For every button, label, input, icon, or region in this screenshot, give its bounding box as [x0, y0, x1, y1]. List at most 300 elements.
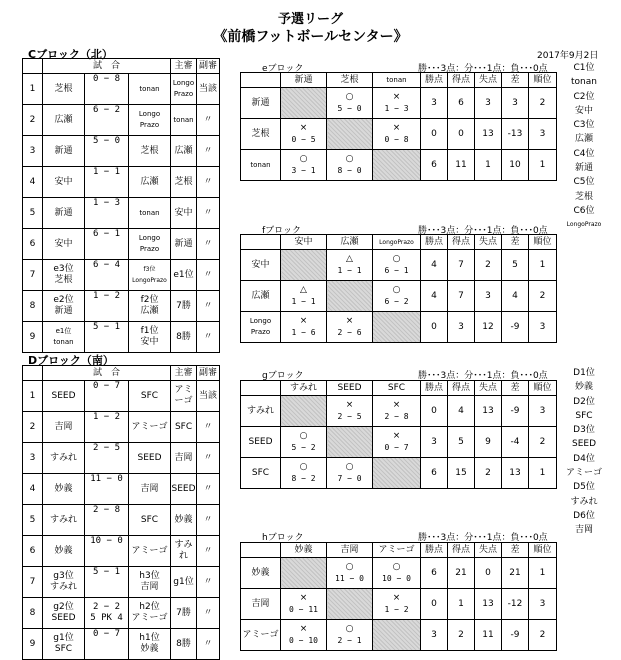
match-score: 0 − 8 — [85, 74, 129, 105]
block-corner — [241, 73, 281, 88]
home-team: すみれ — [43, 505, 85, 536]
team-name: 吉岡 — [241, 589, 281, 620]
assistant-referee: 〃 — [197, 505, 220, 536]
self-match-cell — [327, 119, 373, 150]
page-title-line2: 《前橋フットボールセンター》 — [213, 29, 408, 45]
result-cell — [373, 88, 421, 119]
team-column-header: SFC — [373, 381, 421, 396]
away-team: h2位 アミーゴ — [129, 598, 171, 629]
stat-value: 4 — [421, 250, 448, 281]
away-team: f2位 広瀬 — [129, 291, 171, 322]
block-corner — [241, 381, 281, 396]
block-h-points-note: 勝･･･3点：分･･･1点：負･･･0点 — [418, 533, 548, 543]
self-match-cell — [373, 620, 421, 651]
team-name: 安中 — [241, 250, 281, 281]
stat-value: -13 — [502, 119, 529, 150]
block-e-table — [240, 72, 557, 181]
section-c-title: Cブロック（北） — [28, 48, 113, 61]
rank-label: D4位 — [573, 453, 595, 464]
stat-value: 11 — [448, 150, 475, 181]
team-column-header: LongoPrazo — [373, 235, 421, 250]
match-score: 11 − 0 — [85, 474, 129, 505]
self-match-cell — [327, 589, 373, 620]
d-final-ranks — [560, 366, 608, 538]
assistant-referee: 〃 — [197, 136, 220, 167]
home-team: g2位 SEED — [43, 598, 85, 629]
date-label: 2017年9月2日 — [537, 51, 599, 61]
rank-team: 広瀬 — [574, 134, 593, 145]
team-name: アミーゴ — [241, 620, 281, 651]
result-mark: ○ — [392, 254, 401, 264]
home-team: 安中 — [43, 167, 85, 198]
stat-header: 得点 — [448, 381, 475, 396]
result-cell — [327, 458, 373, 489]
d-schedule-header-sub: 副審 — [197, 366, 220, 381]
referee: 7勝 — [171, 291, 197, 322]
result-cell — [327, 312, 373, 343]
result-mark: × — [345, 316, 354, 326]
home-team: SEED — [43, 381, 85, 412]
away-team: SFC — [129, 381, 171, 412]
home-team: e3位 芝根 — [43, 260, 85, 291]
stat-value: 13 — [475, 119, 502, 150]
team-column-header: SEED — [327, 381, 373, 396]
home-team: 芝根 — [43, 74, 85, 105]
rank-label: C4位 — [573, 148, 595, 159]
assistant-referee: 〃 — [197, 474, 220, 505]
match-number: 6 — [23, 229, 43, 260]
d-schedule-match-row — [23, 629, 220, 660]
rank-label: D5位 — [573, 482, 595, 493]
stat-value: 0 — [421, 119, 448, 150]
result-score: 2 − 1 — [337, 636, 362, 645]
stat-value: 15 — [448, 458, 475, 489]
match-number: 5 — [23, 198, 43, 229]
stat-value: -9 — [502, 620, 529, 651]
standing-row — [241, 396, 557, 427]
stat-value: 6 — [421, 458, 448, 489]
c-schedule-match-row — [23, 291, 220, 322]
away-team: h1位 妙義 — [129, 629, 171, 660]
stat-value: 3 — [529, 589, 557, 620]
standing-row — [241, 427, 557, 458]
c-schedule-match-row — [23, 136, 220, 167]
team-column-header: 吉岡 — [327, 543, 373, 558]
result-cell — [327, 88, 373, 119]
result-score: 1 − 3 — [384, 104, 409, 113]
result-score: 0 − 5 — [291, 135, 316, 144]
referee: アミーゴ — [171, 381, 197, 412]
stat-value: 2 — [448, 620, 475, 651]
away-team: Longo Prazo — [129, 105, 171, 136]
team-name: tonan — [241, 150, 281, 181]
referee: g1位 — [171, 567, 197, 598]
c-schedule-match-row — [23, 198, 220, 229]
result-mark: ○ — [345, 154, 354, 164]
standing-row — [241, 150, 557, 181]
referee: 8勝 — [171, 629, 197, 660]
d-schedule-match-row — [23, 443, 220, 474]
self-match-cell — [281, 396, 327, 427]
result-score: 0 − 10 — [289, 636, 318, 645]
match-score: 2 − 2 5 PK 4 — [85, 598, 129, 629]
stat-header: 失点 — [475, 543, 502, 558]
away-team: SEED — [129, 443, 171, 474]
d-schedule-match-row — [23, 598, 220, 629]
c-schedule-table — [22, 58, 220, 353]
home-team: すみれ — [43, 443, 85, 474]
stat-value: 2 — [475, 250, 502, 281]
match-score: 5 − 0 — [85, 136, 129, 167]
away-team: f3位 LongoPrazo — [129, 260, 171, 291]
result-mark: × — [392, 123, 401, 133]
away-team: SFC — [129, 505, 171, 536]
away-team: 芝根 — [129, 136, 171, 167]
stat-value: 11 — [475, 620, 502, 651]
rank-team: すみれ — [570, 496, 598, 507]
result-score: 0 − 11 — [289, 605, 318, 614]
c-schedule-match-row — [23, 167, 220, 198]
result-mark: ○ — [345, 462, 354, 472]
team-column-header: 安中 — [281, 235, 327, 250]
match-number: 7 — [23, 260, 43, 291]
stat-value: 2 — [529, 427, 557, 458]
result-mark: ○ — [345, 92, 354, 102]
result-score: 0 − 7 — [384, 443, 409, 452]
team-column-header: 芝根 — [327, 73, 373, 88]
match-number: 2 — [23, 105, 43, 136]
result-mark: ○ — [345, 624, 354, 634]
result-score: 2 − 6 — [337, 328, 362, 337]
stat-value: 6 — [421, 558, 448, 589]
rank-team: SFC — [575, 410, 593, 421]
match-score: 2 − 5 — [85, 443, 129, 474]
rank-label: C2位 — [573, 91, 595, 102]
result-mark: △ — [300, 285, 307, 295]
rank-team: 安中 — [574, 105, 593, 116]
home-team: g1位 SFC — [43, 629, 85, 660]
match-score: 1 − 3 — [85, 198, 129, 229]
c-schedule-match-row — [23, 322, 220, 353]
result-score: 6 − 1 — [384, 266, 409, 275]
home-team: e2位 新通 — [43, 291, 85, 322]
result-cell — [327, 558, 373, 589]
rank-label: D2位 — [573, 396, 595, 407]
stat-value: 10 — [502, 150, 529, 181]
result-cell — [281, 281, 327, 312]
home-team: 新通 — [43, 136, 85, 167]
result-mark: × — [392, 593, 401, 603]
stat-value: 2 — [529, 88, 557, 119]
stat-header: 順位 — [529, 543, 557, 558]
block-h-table — [240, 542, 557, 651]
stat-header: 勝点 — [421, 235, 448, 250]
match-number: 6 — [23, 536, 43, 567]
match-number: 4 — [23, 167, 43, 198]
block-corner — [241, 543, 281, 558]
result-mark: ○ — [299, 154, 308, 164]
stat-value: 1 — [529, 250, 557, 281]
block-f-table — [240, 234, 557, 343]
away-team: アミーゴ — [129, 536, 171, 567]
stat-value: 1 — [475, 150, 502, 181]
result-score: 1 − 1 — [291, 297, 316, 306]
stat-header: 得点 — [448, 543, 475, 558]
team-name: SFC — [241, 458, 281, 489]
c-schedule-match-row — [23, 229, 220, 260]
stat-value: 3 — [475, 281, 502, 312]
result-cell — [373, 589, 421, 620]
team-name: 妙義 — [241, 558, 281, 589]
self-match-cell — [373, 312, 421, 343]
standing-row — [241, 119, 557, 150]
rank-label: C3位 — [573, 120, 595, 131]
match-score: 2 − 8 — [85, 505, 129, 536]
team-column-header: 妙義 — [281, 543, 327, 558]
c-schedule-header-ref: 主審 — [171, 59, 197, 74]
result-mark: ○ — [299, 431, 308, 441]
team-name: 芝根 — [241, 119, 281, 150]
stat-value: 3 — [529, 396, 557, 427]
referee: すみれ — [171, 536, 197, 567]
stat-value: 0 — [448, 119, 475, 150]
match-score: 5 − 1 — [85, 322, 129, 353]
stat-value: 0 — [421, 589, 448, 620]
away-team: tonan — [129, 198, 171, 229]
assistant-referee: 〃 — [197, 260, 220, 291]
stat-header: 得点 — [448, 73, 475, 88]
stat-value: 3 — [502, 88, 529, 119]
team-column-header: tonan — [373, 73, 421, 88]
rank-team: 新通 — [574, 163, 593, 174]
d-schedule-header-ref: 主審 — [171, 366, 197, 381]
result-cell — [327, 250, 373, 281]
assistant-referee: 〃 — [197, 291, 220, 322]
result-cell — [373, 281, 421, 312]
result-mark: × — [392, 431, 401, 441]
referee: 新通 — [171, 229, 197, 260]
standing-row — [241, 281, 557, 312]
stat-header: 差 — [502, 73, 529, 88]
team-name: 広瀬 — [241, 281, 281, 312]
result-cell — [281, 427, 327, 458]
rank-team: 妙義 — [574, 382, 593, 393]
result-score: 1 − 2 — [384, 605, 409, 614]
stat-value: 4 — [421, 281, 448, 312]
assistant-referee: 〃 — [197, 167, 220, 198]
stat-header: 失点 — [475, 73, 502, 88]
c-schedule-match-row — [23, 105, 220, 136]
c-schedule-match-row — [23, 74, 220, 105]
rank-team: tonan — [571, 77, 597, 88]
referee: 妙義 — [171, 505, 197, 536]
stat-value: 12 — [475, 312, 502, 343]
referee: 芝根 — [171, 167, 197, 198]
match-number: 3 — [23, 443, 43, 474]
stat-value: 13 — [475, 589, 502, 620]
referee: SFC — [171, 412, 197, 443]
result-mark: × — [299, 593, 308, 603]
result-cell — [281, 589, 327, 620]
result-mark: △ — [346, 254, 353, 264]
team-name: Longo Prazo — [241, 312, 281, 343]
home-team: 広瀬 — [43, 105, 85, 136]
self-match-cell — [281, 558, 327, 589]
d-schedule-header-match: 試 合 — [43, 366, 171, 381]
match-number: 8 — [23, 291, 43, 322]
stat-value: 7 — [448, 250, 475, 281]
result-cell — [373, 119, 421, 150]
referee: e1位 — [171, 260, 197, 291]
referee: 広瀬 — [171, 136, 197, 167]
match-number: 9 — [23, 629, 43, 660]
stat-value: 7 — [448, 281, 475, 312]
stat-value: 21 — [502, 558, 529, 589]
team-name: 新通 — [241, 88, 281, 119]
match-number: 3 — [23, 136, 43, 167]
stat-value: 1 — [529, 558, 557, 589]
stat-header: 差 — [502, 381, 529, 396]
result-cell — [327, 620, 373, 651]
result-mark: × — [392, 400, 401, 410]
standing-row — [241, 620, 557, 651]
team-column-header: 広瀬 — [327, 235, 373, 250]
assistant-referee: 〃 — [197, 229, 220, 260]
match-number: 2 — [23, 412, 43, 443]
team-name: SEED — [241, 427, 281, 458]
stat-value: -9 — [502, 312, 529, 343]
result-cell — [281, 150, 327, 181]
rank-label: C6位 — [573, 205, 595, 216]
stat-value: 1 — [448, 589, 475, 620]
stat-value: -9 — [502, 396, 529, 427]
result-score: 2 − 5 — [337, 412, 362, 421]
rank-team: 芝根 — [574, 191, 593, 202]
stat-header: 順位 — [529, 73, 557, 88]
result-cell — [281, 119, 327, 150]
stat-value: 5 — [448, 427, 475, 458]
result-score: 6 − 2 — [384, 297, 409, 306]
home-team: 妙義 — [43, 536, 85, 567]
stat-value: 0 — [421, 312, 448, 343]
match-score: 1 − 2 — [85, 291, 129, 322]
rank-label: C1位 — [573, 63, 595, 73]
match-score: 6 − 1 — [85, 229, 129, 260]
stat-value: -12 — [502, 589, 529, 620]
d-schedule-table — [22, 365, 220, 660]
stat-header: 失点 — [475, 381, 502, 396]
team-column-header: 新通 — [281, 73, 327, 88]
stat-value: 3 — [421, 620, 448, 651]
team-name: すみれ — [241, 396, 281, 427]
assistant-referee: 当該 — [197, 381, 220, 412]
d-schedule-match-row — [23, 412, 220, 443]
stat-value: 6 — [448, 88, 475, 119]
result-cell — [281, 312, 327, 343]
assistant-referee: 〃 — [197, 198, 220, 229]
match-score: 1 − 1 — [85, 167, 129, 198]
d-schedule-match-row — [23, 474, 220, 505]
block-g-points-note: 勝･･･3点：分･･･1点：負･･･0点 — [418, 371, 548, 381]
match-score: 1 − 2 — [85, 412, 129, 443]
away-team: アミーゴ — [129, 412, 171, 443]
rank-label: D3位 — [573, 425, 595, 436]
result-mark: × — [299, 123, 308, 133]
stat-value: 1 — [529, 458, 557, 489]
standing-row — [241, 458, 557, 489]
match-score: 5 − 1 — [85, 567, 129, 598]
c-schedule-header-blank — [23, 59, 43, 74]
stat-header: 勝点 — [421, 73, 448, 88]
block-f-name: fブロック — [262, 226, 301, 236]
away-team: h3位 吉岡 — [129, 567, 171, 598]
standing-row — [241, 589, 557, 620]
result-cell — [281, 620, 327, 651]
match-number: 1 — [23, 381, 43, 412]
stat-value: 13 — [475, 396, 502, 427]
assistant-referee: 〃 — [197, 412, 220, 443]
stat-value: 0 — [475, 558, 502, 589]
standing-row — [241, 558, 557, 589]
self-match-cell — [373, 150, 421, 181]
result-mark: × — [392, 92, 401, 102]
stat-value: 4 — [448, 396, 475, 427]
stat-header: 勝点 — [421, 543, 448, 558]
match-number: 7 — [23, 567, 43, 598]
assistant-referee: 〃 — [197, 322, 220, 353]
stat-value: 13 — [502, 458, 529, 489]
referee: 吉岡 — [171, 443, 197, 474]
page-title-line1: 予選リーグ — [277, 12, 343, 27]
result-mark: ○ — [392, 562, 401, 572]
match-number: 9 — [23, 322, 43, 353]
stat-value: 3 — [421, 88, 448, 119]
assistant-referee: 〃 — [197, 629, 220, 660]
result-mark: ○ — [392, 285, 401, 295]
stat-header: 勝点 — [421, 381, 448, 396]
stat-value: 2 — [529, 620, 557, 651]
result-score: 11 − 0 — [335, 574, 364, 583]
referee: SEED — [171, 474, 197, 505]
stat-header: 順位 — [529, 381, 557, 396]
block-corner — [241, 235, 281, 250]
rank-team: アミーゴ — [565, 468, 602, 479]
assistant-referee: 〃 — [197, 443, 220, 474]
block-h-name: hブロック — [262, 533, 304, 543]
standing-row — [241, 312, 557, 343]
self-match-cell — [327, 427, 373, 458]
c-schedule-match-row — [23, 260, 220, 291]
home-team: 新通 — [43, 198, 85, 229]
rank-label: D1位 — [573, 368, 595, 378]
home-team: g3位 すみれ — [43, 567, 85, 598]
result-mark: × — [299, 316, 308, 326]
block-e-name: eブロック — [262, 64, 304, 74]
self-match-cell — [373, 458, 421, 489]
stat-value: 0 — [421, 396, 448, 427]
home-team: 安中 — [43, 229, 85, 260]
d-schedule-header-blank — [23, 366, 43, 381]
stat-value: 3 — [475, 88, 502, 119]
result-score: 10 − 0 — [382, 574, 411, 583]
standing-row — [241, 250, 557, 281]
block-e-points-note: 勝･･･3点：分･･･1点：負･･･0点 — [418, 64, 548, 74]
d-schedule-match-row — [23, 567, 220, 598]
result-cell — [373, 396, 421, 427]
result-cell — [281, 458, 327, 489]
match-number: 4 — [23, 474, 43, 505]
self-match-cell — [281, 88, 327, 119]
